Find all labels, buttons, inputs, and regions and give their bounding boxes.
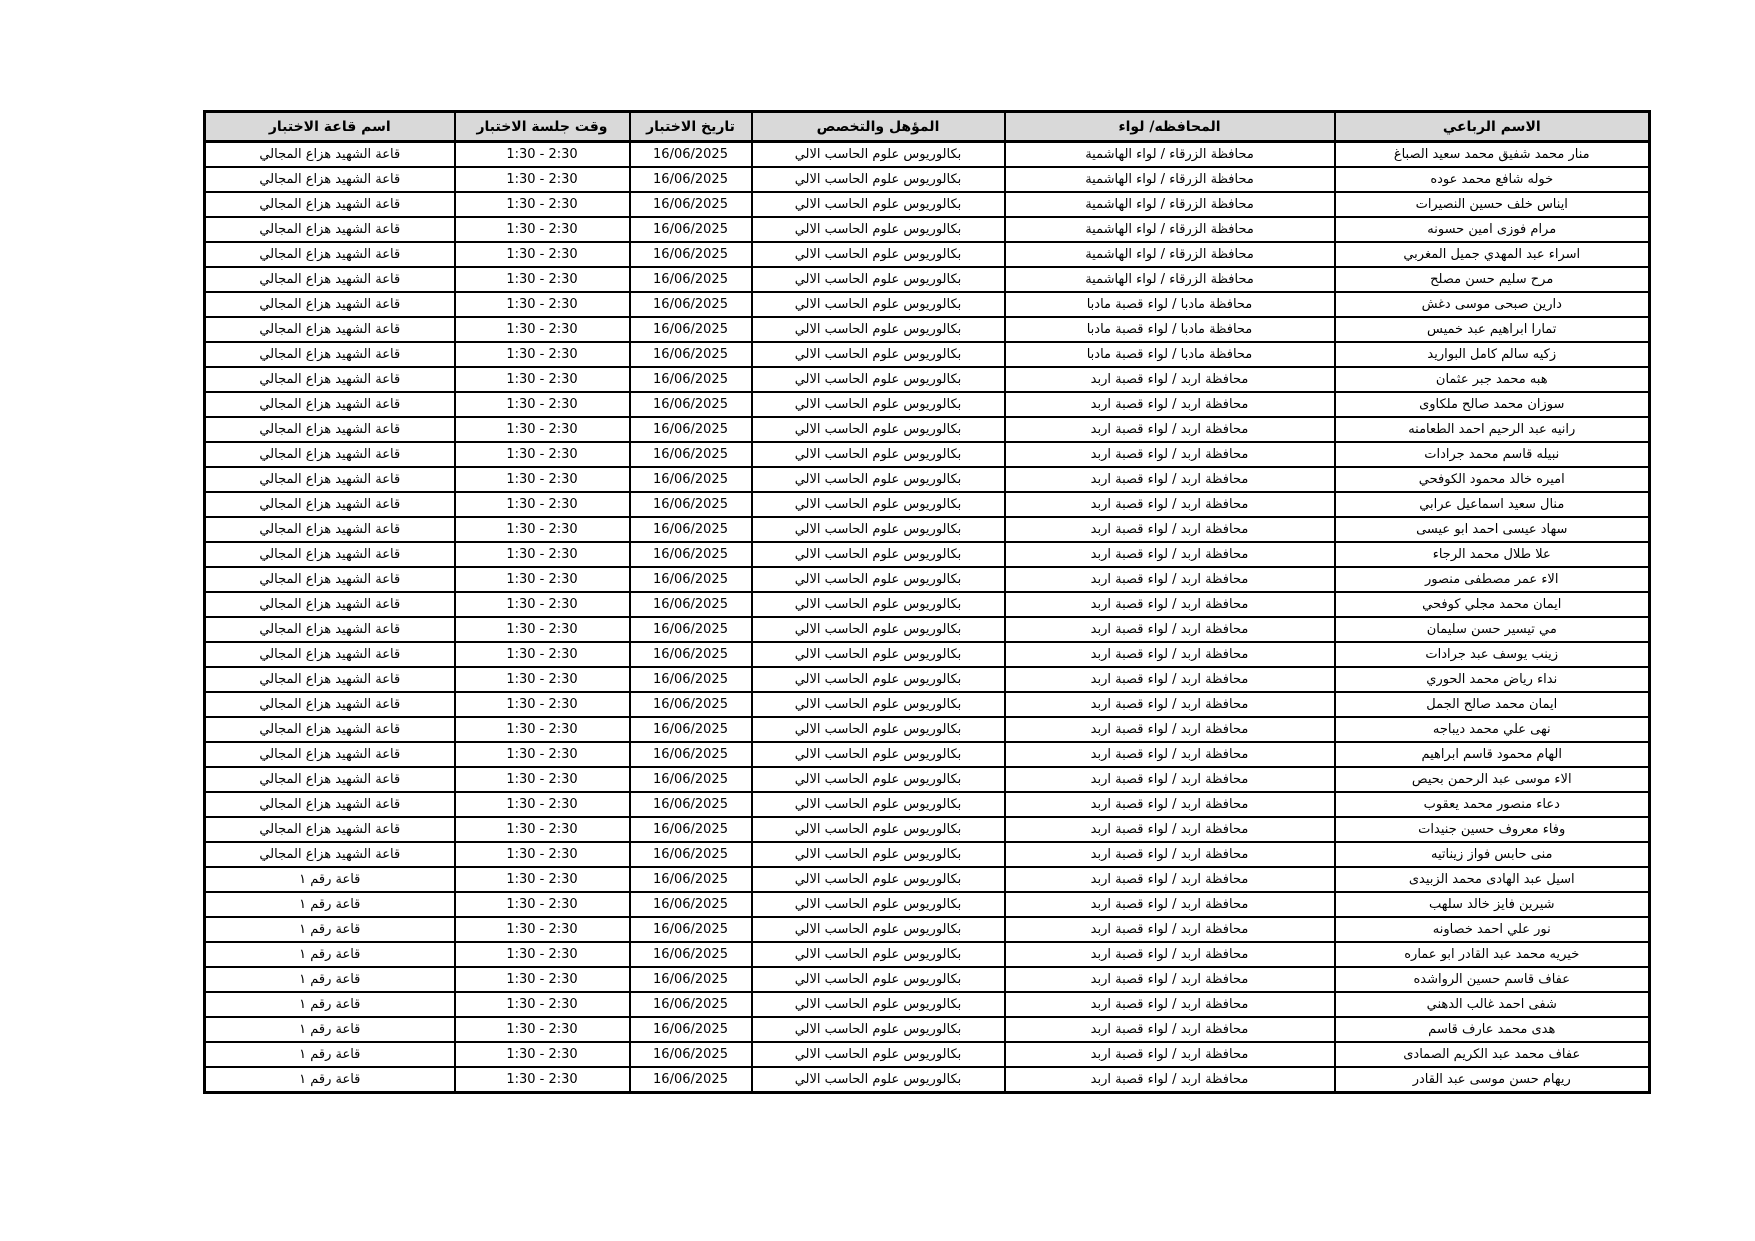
cell-date: 16/06/2025 — [630, 692, 752, 717]
cell-gov: محافظة مادبا / لواء قصبة مادبا — [1005, 292, 1335, 317]
cell-gov: محافظة اربد / لواء قصبة اربد — [1005, 717, 1335, 742]
table-row — [205, 142, 1650, 168]
cell-name: خيريه محمد عبد القادر ابو عماره — [1335, 942, 1650, 967]
cell-name: سوزان محمد صالح ملكاوى — [1335, 392, 1650, 417]
cell-hall: قاعة الشهيد هزاع المجالي — [205, 742, 455, 767]
table-row — [205, 167, 1650, 192]
column-header-date: تاريخ الاختبار — [630, 112, 752, 142]
cell-name: شفى احمد غالب الدهني — [1335, 992, 1650, 1017]
table-row — [205, 767, 1650, 792]
cell-hall: قاعة الشهيد هزاع المجالي — [205, 817, 455, 842]
cell-time: 1:30 - 2:30 — [455, 692, 630, 717]
cell-date: 16/06/2025 — [630, 392, 752, 417]
table-row — [205, 742, 1650, 767]
cell-time: 1:30 - 2:30 — [455, 317, 630, 342]
exam-schedule-table-container — [203, 110, 1651, 1094]
cell-time: 1:30 - 2:30 — [455, 217, 630, 242]
cell-gov: محافظة اربد / لواء قصبة اربد — [1005, 792, 1335, 817]
cell-gov: محافظة اربد / لواء قصبة اربد — [1005, 767, 1335, 792]
table-row — [205, 867, 1650, 892]
cell-time: 1:30 - 2:30 — [455, 642, 630, 667]
cell-gov: محافظة الزرقاء / لواء الهاشمية — [1005, 167, 1335, 192]
cell-time: 1:30 - 2:30 — [455, 1017, 630, 1042]
cell-date: 16/06/2025 — [630, 292, 752, 317]
cell-time: 1:30 - 2:30 — [455, 192, 630, 217]
cell-name: منال سعيد اسماعيل عرابي — [1335, 492, 1650, 517]
cell-qual: بكالوريوس علوم الحاسب الالي — [752, 917, 1005, 942]
cell-date: 16/06/2025 — [630, 892, 752, 917]
table-header — [205, 112, 1650, 142]
cell-qual: بكالوريوس علوم الحاسب الالي — [752, 142, 1005, 168]
table-row — [205, 892, 1650, 917]
cell-date: 16/06/2025 — [630, 867, 752, 892]
cell-time: 1:30 - 2:30 — [455, 567, 630, 592]
cell-time: 1:30 - 2:30 — [455, 392, 630, 417]
cell-name: اسيل عبد الهادى محمد الزبيدى — [1335, 867, 1650, 892]
table-row — [205, 967, 1650, 992]
cell-gov: محافظة اربد / لواء قصبة اربد — [1005, 542, 1335, 567]
cell-date: 16/06/2025 — [630, 492, 752, 517]
cell-name: نداء رياض محمد الحوري — [1335, 667, 1650, 692]
cell-time: 1:30 - 2:30 — [455, 817, 630, 842]
cell-gov: محافظة اربد / لواء قصبة اربد — [1005, 617, 1335, 642]
cell-time: 1:30 - 2:30 — [455, 742, 630, 767]
cell-hall: قاعة رقم ١ — [205, 917, 455, 942]
cell-qual: بكالوريوس علوم الحاسب الالي — [752, 617, 1005, 642]
cell-time: 1:30 - 2:30 — [455, 717, 630, 742]
table-row — [205, 467, 1650, 492]
column-header-time: وقت جلسة الاختبار — [455, 112, 630, 142]
cell-date: 16/06/2025 — [630, 517, 752, 542]
cell-name: الاء عمر مصطفى منصور — [1335, 567, 1650, 592]
cell-gov: محافظة اربد / لواء قصبة اربد — [1005, 1067, 1335, 1093]
cell-time: 1:30 - 2:30 — [455, 942, 630, 967]
cell-name: هدى محمد عارف قاسم — [1335, 1017, 1650, 1042]
cell-hall: قاعة رقم ١ — [205, 892, 455, 917]
cell-name: سهاد عيسى احمد ابو عيسى — [1335, 517, 1650, 542]
cell-hall: قاعة الشهيد هزاع المجالي — [205, 167, 455, 192]
cell-name: ايناس خلف حسين النصيرات — [1335, 192, 1650, 217]
table-row — [205, 242, 1650, 267]
cell-gov: محافظة اربد / لواء قصبة اربد — [1005, 1042, 1335, 1067]
cell-qual: بكالوريوس علوم الحاسب الالي — [752, 192, 1005, 217]
cell-hall: قاعة الشهيد هزاع المجالي — [205, 717, 455, 742]
table-row — [205, 392, 1650, 417]
cell-name: رانيه عبد الرحيم احمد الطعامنه — [1335, 417, 1650, 442]
table-row — [205, 817, 1650, 842]
cell-name: شيرين فايز خالد سلهب — [1335, 892, 1650, 917]
cell-date: 16/06/2025 — [630, 642, 752, 667]
cell-gov: محافظة مادبا / لواء قصبة مادبا — [1005, 342, 1335, 367]
cell-gov: محافظة اربد / لواء قصبة اربد — [1005, 442, 1335, 467]
table-row — [205, 367, 1650, 392]
cell-qual: بكالوريوس علوم الحاسب الالي — [752, 767, 1005, 792]
cell-name: دارين صبحى موسى دغش — [1335, 292, 1650, 317]
table-row — [205, 317, 1650, 342]
cell-gov: محافظة اربد / لواء قصبة اربد — [1005, 567, 1335, 592]
cell-qual: بكالوريوس علوم الحاسب الالي — [752, 867, 1005, 892]
cell-qual: بكالوريوس علوم الحاسب الالي — [752, 1067, 1005, 1093]
cell-hall: قاعة الشهيد هزاع المجالي — [205, 642, 455, 667]
cell-gov: محافظة الزرقاء / لواء الهاشمية — [1005, 242, 1335, 267]
table-row — [205, 267, 1650, 292]
cell-time: 1:30 - 2:30 — [455, 1042, 630, 1067]
cell-name: نور علي احمد خصاونه — [1335, 917, 1650, 942]
cell-qual: بكالوريوس علوم الحاسب الالي — [752, 642, 1005, 667]
cell-hall: قاعة الشهيد هزاع المجالي — [205, 492, 455, 517]
cell-date: 16/06/2025 — [630, 1017, 752, 1042]
table-row — [205, 292, 1650, 317]
cell-name: ايمان محمد مجلي كوفحي — [1335, 592, 1650, 617]
table-row — [205, 942, 1650, 967]
cell-hall: قاعة الشهيد هزاع المجالي — [205, 417, 455, 442]
table-row — [205, 1067, 1650, 1093]
cell-date: 16/06/2025 — [630, 567, 752, 592]
table-row — [205, 592, 1650, 617]
cell-time: 1:30 - 2:30 — [455, 767, 630, 792]
cell-qual: بكالوريوس علوم الحاسب الالي — [752, 467, 1005, 492]
cell-gov: محافظة اربد / لواء قصبة اربد — [1005, 967, 1335, 992]
cell-date: 16/06/2025 — [630, 792, 752, 817]
cell-date: 16/06/2025 — [630, 767, 752, 792]
cell-gov: محافظة مادبا / لواء قصبة مادبا — [1005, 317, 1335, 342]
cell-name: زينب يوسف عبد جرادات — [1335, 642, 1650, 667]
cell-time: 1:30 - 2:30 — [455, 142, 630, 168]
cell-qual: بكالوريوس علوم الحاسب الالي — [752, 942, 1005, 967]
table-row — [205, 567, 1650, 592]
cell-gov: محافظة اربد / لواء قصبة اربد — [1005, 467, 1335, 492]
cell-gov: محافظة اربد / لواء قصبة اربد — [1005, 642, 1335, 667]
cell-gov: محافظة اربد / لواء قصبة اربد — [1005, 392, 1335, 417]
cell-hall: قاعة الشهيد هزاع المجالي — [205, 667, 455, 692]
cell-name: علا طلال محمد الرجاء — [1335, 542, 1650, 567]
cell-hall: قاعة الشهيد هزاع المجالي — [205, 467, 455, 492]
cell-name: خوله شافع محمد عوده — [1335, 167, 1650, 192]
cell-date: 16/06/2025 — [630, 417, 752, 442]
cell-qual: بكالوريوس علوم الحاسب الالي — [752, 217, 1005, 242]
cell-qual: بكالوريوس علوم الحاسب الالي — [752, 992, 1005, 1017]
cell-gov: محافظة الزرقاء / لواء الهاشمية — [1005, 217, 1335, 242]
cell-time: 1:30 - 2:30 — [455, 617, 630, 642]
cell-qual: بكالوريوس علوم الحاسب الالي — [752, 592, 1005, 617]
cell-hall: قاعة الشهيد هزاع المجالي — [205, 392, 455, 417]
cell-time: 1:30 - 2:30 — [455, 342, 630, 367]
cell-time: 1:30 - 2:30 — [455, 967, 630, 992]
cell-qual: بكالوريوس علوم الحاسب الالي — [752, 1017, 1005, 1042]
cell-hall: قاعة الشهيد هزاع المجالي — [205, 517, 455, 542]
column-header-hall: اسم قاعة الاختبار — [205, 112, 455, 142]
cell-name: منى حابس فواز زيناتيه — [1335, 842, 1650, 867]
cell-date: 16/06/2025 — [630, 1042, 752, 1067]
cell-qual: بكالوريوس علوم الحاسب الالي — [752, 267, 1005, 292]
cell-gov: محافظة اربد / لواء قصبة اربد — [1005, 517, 1335, 542]
cell-date: 16/06/2025 — [630, 367, 752, 392]
cell-qual: بكالوريوس علوم الحاسب الالي — [752, 542, 1005, 567]
cell-gov: محافظة اربد / لواء قصبة اربد — [1005, 942, 1335, 967]
cell-qual: بكالوريوس علوم الحاسب الالي — [752, 1042, 1005, 1067]
cell-date: 16/06/2025 — [630, 817, 752, 842]
cell-date: 16/06/2025 — [630, 742, 752, 767]
cell-qual: بكالوريوس علوم الحاسب الالي — [752, 967, 1005, 992]
table-row — [205, 217, 1650, 242]
cell-gov: محافظة اربد / لواء قصبة اربد — [1005, 892, 1335, 917]
cell-name: منار محمد شفيق محمد سعيد الصباغ — [1335, 142, 1650, 168]
cell-qual: بكالوريوس علوم الحاسب الالي — [752, 292, 1005, 317]
cell-qual: بكالوريوس علوم الحاسب الالي — [752, 817, 1005, 842]
cell-gov: محافظة اربد / لواء قصبة اربد — [1005, 692, 1335, 717]
cell-qual: بكالوريوس علوم الحاسب الالي — [752, 567, 1005, 592]
cell-hall: قاعة الشهيد هزاع المجالي — [205, 242, 455, 267]
cell-time: 1:30 - 2:30 — [455, 267, 630, 292]
cell-name: اميره خالد محمود الكوفحي — [1335, 467, 1650, 492]
cell-qual: بكالوريوس علوم الحاسب الالي — [752, 442, 1005, 467]
cell-qual: بكالوريوس علوم الحاسب الالي — [752, 792, 1005, 817]
cell-hall: قاعة الشهيد هزاع المجالي — [205, 142, 455, 168]
cell-qual: بكالوريوس علوم الحاسب الالي — [752, 242, 1005, 267]
cell-date: 16/06/2025 — [630, 617, 752, 642]
cell-hall: قاعة رقم ١ — [205, 1042, 455, 1067]
cell-qual: بكالوريوس علوم الحاسب الالي — [752, 492, 1005, 517]
cell-date: 16/06/2025 — [630, 667, 752, 692]
cell-gov: محافظة اربد / لواء قصبة اربد — [1005, 417, 1335, 442]
cell-date: 16/06/2025 — [630, 142, 752, 168]
cell-name: دعاء منصور محمد يعقوب — [1335, 792, 1650, 817]
cell-date: 16/06/2025 — [630, 717, 752, 742]
table-row — [205, 342, 1650, 367]
cell-hall: قاعة الشهيد هزاع المجالي — [205, 367, 455, 392]
cell-date: 16/06/2025 — [630, 1067, 752, 1093]
table-row — [205, 1017, 1650, 1042]
cell-hall: قاعة رقم ١ — [205, 867, 455, 892]
cell-date: 16/06/2025 — [630, 342, 752, 367]
cell-time: 1:30 - 2:30 — [455, 892, 630, 917]
cell-time: 1:30 - 2:30 — [455, 242, 630, 267]
cell-date: 16/06/2025 — [630, 217, 752, 242]
cell-qual: بكالوريوس علوم الحاسب الالي — [752, 342, 1005, 367]
cell-qual: بكالوريوس علوم الحاسب الالي — [752, 392, 1005, 417]
table-row — [205, 442, 1650, 467]
table-row — [205, 517, 1650, 542]
cell-hall: قاعة الشهيد هزاع المجالي — [205, 692, 455, 717]
cell-name: نبيله قاسم محمد جرادات — [1335, 442, 1650, 467]
cell-hall: قاعة الشهيد هزاع المجالي — [205, 192, 455, 217]
table-row — [205, 492, 1650, 517]
cell-gov: محافظة اربد / لواء قصبة اربد — [1005, 667, 1335, 692]
cell-time: 1:30 - 2:30 — [455, 367, 630, 392]
cell-name: ايمان محمد صالح الجمل — [1335, 692, 1650, 717]
table-row — [205, 917, 1650, 942]
cell-qual: بكالوريوس علوم الحاسب الالي — [752, 167, 1005, 192]
cell-gov: محافظة الزرقاء / لواء الهاشمية — [1005, 142, 1335, 168]
cell-time: 1:30 - 2:30 — [455, 442, 630, 467]
cell-date: 16/06/2025 — [630, 267, 752, 292]
cell-qual: بكالوريوس علوم الحاسب الالي — [752, 367, 1005, 392]
table-row — [205, 692, 1650, 717]
cell-time: 1:30 - 2:30 — [455, 492, 630, 517]
cell-time: 1:30 - 2:30 — [455, 667, 630, 692]
exam-schedule-table — [203, 110, 1651, 1094]
table-row — [205, 542, 1650, 567]
column-header-qual: المؤهل والتخصص — [752, 112, 1005, 142]
cell-hall: قاعة الشهيد هزاع المجالي — [205, 317, 455, 342]
cell-hall: قاعة الشهيد هزاع المجالي — [205, 442, 455, 467]
table-row — [205, 717, 1650, 742]
cell-date: 16/06/2025 — [630, 942, 752, 967]
cell-time: 1:30 - 2:30 — [455, 792, 630, 817]
cell-qual: بكالوريوس علوم الحاسب الالي — [752, 892, 1005, 917]
cell-name: مي تيسير حسن سليمان — [1335, 617, 1650, 642]
cell-hall: قاعة الشهيد هزاع المجالي — [205, 592, 455, 617]
cell-hall: قاعة الشهيد هزاع المجالي — [205, 542, 455, 567]
cell-hall: قاعة الشهيد هزاع المجالي — [205, 567, 455, 592]
cell-time: 1:30 - 2:30 — [455, 467, 630, 492]
cell-date: 16/06/2025 — [630, 842, 752, 867]
cell-name: تمارا ابراهيم عبد خميس — [1335, 317, 1650, 342]
cell-gov: محافظة اربد / لواء قصبة اربد — [1005, 742, 1335, 767]
cell-hall: قاعة رقم ١ — [205, 1067, 455, 1093]
table-row — [205, 617, 1650, 642]
table-row — [205, 417, 1650, 442]
cell-gov: محافظة اربد / لواء قصبة اربد — [1005, 492, 1335, 517]
cell-name: مرح سليم حسن مصلح — [1335, 267, 1650, 292]
cell-hall: قاعة الشهيد هزاع المجالي — [205, 342, 455, 367]
table-body — [205, 142, 1650, 1093]
table-row — [205, 992, 1650, 1017]
table-header-row — [205, 112, 1650, 142]
cell-gov: محافظة الزرقاء / لواء الهاشمية — [1005, 192, 1335, 217]
cell-hall: قاعة الشهيد هزاع المجالي — [205, 792, 455, 817]
cell-hall: قاعة الشهيد هزاع المجالي — [205, 617, 455, 642]
table-row — [205, 642, 1650, 667]
cell-hall: قاعة رقم ١ — [205, 942, 455, 967]
column-header-gov: المحافظه/ لواء — [1005, 112, 1335, 142]
cell-hall: قاعة الشهيد هزاع المجالي — [205, 267, 455, 292]
cell-gov: محافظة اربد / لواء قصبة اربد — [1005, 842, 1335, 867]
cell-name: عفاف محمد عبد الكريم الصمادى — [1335, 1042, 1650, 1067]
cell-qual: بكالوريوس علوم الحاسب الالي — [752, 517, 1005, 542]
table-row — [205, 792, 1650, 817]
cell-qual: بكالوريوس علوم الحاسب الالي — [752, 842, 1005, 867]
cell-hall: قاعة الشهيد هزاع المجالي — [205, 217, 455, 242]
cell-qual: بكالوريوس علوم الحاسب الالي — [752, 742, 1005, 767]
cell-date: 16/06/2025 — [630, 967, 752, 992]
cell-hall: قاعة الشهيد هزاع المجالي — [205, 842, 455, 867]
table-row — [205, 1042, 1650, 1067]
cell-time: 1:30 - 2:30 — [455, 842, 630, 867]
cell-date: 16/06/2025 — [630, 467, 752, 492]
cell-time: 1:30 - 2:30 — [455, 867, 630, 892]
cell-name: مرام فوزى امين حسونه — [1335, 217, 1650, 242]
cell-hall: قاعة رقم ١ — [205, 992, 455, 1017]
cell-gov: محافظة الزرقاء / لواء الهاشمية — [1005, 267, 1335, 292]
cell-date: 16/06/2025 — [630, 192, 752, 217]
cell-qual: بكالوريوس علوم الحاسب الالي — [752, 417, 1005, 442]
cell-hall: قاعة رقم ١ — [205, 1017, 455, 1042]
cell-gov: محافظة اربد / لواء قصبة اربد — [1005, 917, 1335, 942]
cell-time: 1:30 - 2:30 — [455, 1067, 630, 1093]
cell-time: 1:30 - 2:30 — [455, 292, 630, 317]
cell-gov: محافظة اربد / لواء قصبة اربد — [1005, 817, 1335, 842]
cell-time: 1:30 - 2:30 — [455, 592, 630, 617]
cell-name: زكيه سالم كامل البواريد — [1335, 342, 1650, 367]
table-row — [205, 192, 1650, 217]
cell-qual: بكالوريوس علوم الحاسب الالي — [752, 667, 1005, 692]
cell-date: 16/06/2025 — [630, 917, 752, 942]
table-row — [205, 842, 1650, 867]
cell-time: 1:30 - 2:30 — [455, 917, 630, 942]
column-header-name: الاسم الرباعي — [1335, 112, 1650, 142]
cell-date: 16/06/2025 — [630, 167, 752, 192]
cell-name: الهام محمود قاسم ابراهيم — [1335, 742, 1650, 767]
cell-date: 16/06/2025 — [630, 242, 752, 267]
cell-gov: محافظة اربد / لواء قصبة اربد — [1005, 1017, 1335, 1042]
cell-hall: قاعة الشهيد هزاع المجالي — [205, 292, 455, 317]
cell-name: عفاف قاسم حسين الرواشده — [1335, 967, 1650, 992]
cell-name: هبه محمد جبر عثمان — [1335, 367, 1650, 392]
cell-time: 1:30 - 2:30 — [455, 167, 630, 192]
cell-time: 1:30 - 2:30 — [455, 542, 630, 567]
cell-name: الاء موسى عبد الرحمن بحيص — [1335, 767, 1650, 792]
cell-name: نهى علي محمد ديباجه — [1335, 717, 1650, 742]
cell-date: 16/06/2025 — [630, 992, 752, 1017]
cell-time: 1:30 - 2:30 — [455, 992, 630, 1017]
cell-date: 16/06/2025 — [630, 442, 752, 467]
cell-hall: قاعة رقم ١ — [205, 967, 455, 992]
cell-qual: بكالوريوس علوم الحاسب الالي — [752, 317, 1005, 342]
table-row — [205, 667, 1650, 692]
cell-gov: محافظة اربد / لواء قصبة اربد — [1005, 992, 1335, 1017]
cell-hall: قاعة الشهيد هزاع المجالي — [205, 767, 455, 792]
cell-date: 16/06/2025 — [630, 592, 752, 617]
cell-date: 16/06/2025 — [630, 542, 752, 567]
cell-qual: بكالوريوس علوم الحاسب الالي — [752, 692, 1005, 717]
cell-date: 16/06/2025 — [630, 317, 752, 342]
cell-gov: محافظة اربد / لواء قصبة اربد — [1005, 367, 1335, 392]
cell-gov: محافظة اربد / لواء قصبة اربد — [1005, 592, 1335, 617]
cell-name: وفاء معروف حسين جنيدات — [1335, 817, 1650, 842]
cell-name: ريهام حسن موسى عبد القادر — [1335, 1067, 1650, 1093]
cell-gov: محافظة اربد / لواء قصبة اربد — [1005, 867, 1335, 892]
cell-qual: بكالوريوس علوم الحاسب الالي — [752, 717, 1005, 742]
cell-time: 1:30 - 2:30 — [455, 517, 630, 542]
cell-name: اسراء عبد المهدي جميل المغربي — [1335, 242, 1650, 267]
cell-time: 1:30 - 2:30 — [455, 417, 630, 442]
